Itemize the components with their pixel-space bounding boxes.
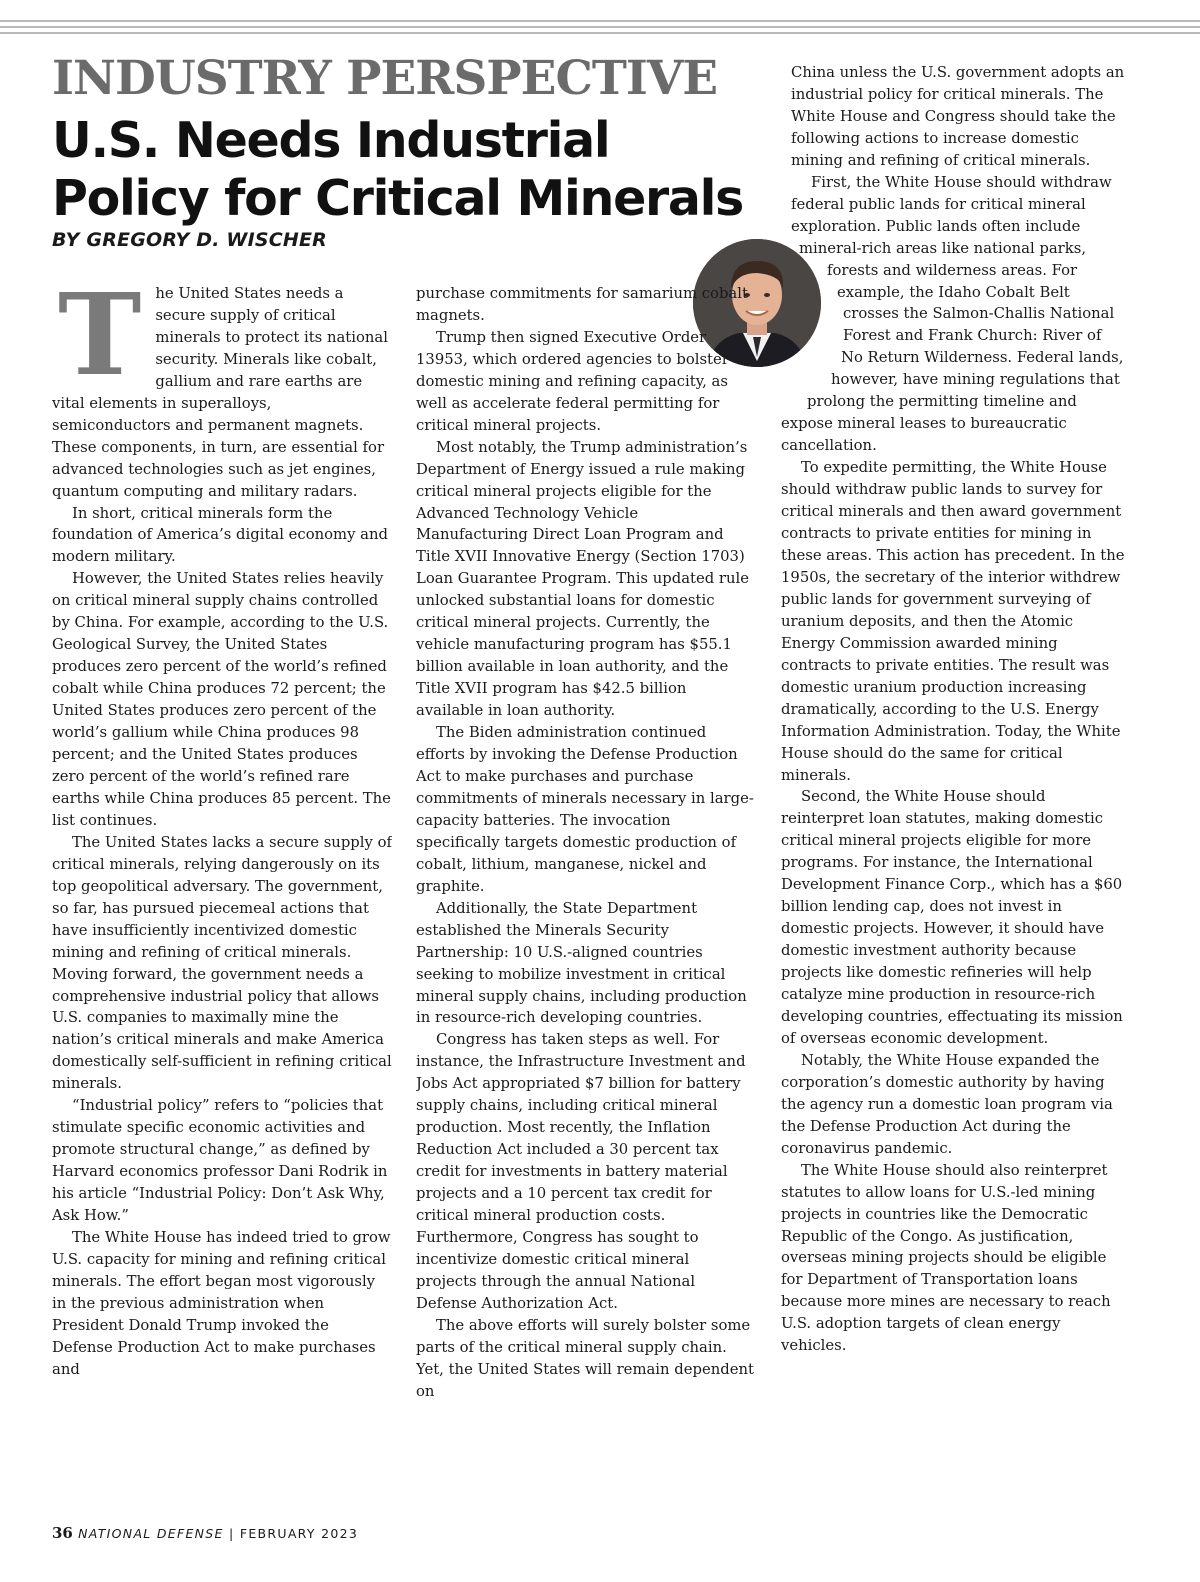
byline: BY GREGORY D. WISCHER — [52, 229, 327, 251]
issue-date: FEBRUARY 2023 — [239, 1526, 359, 1541]
section-kicker: INDUSTRY PERSPECTIVE — [52, 51, 718, 106]
paragraph: However, the United States relies heavily on critical mineral supply chains controlled by China. For example, according to the U.S. Geological Survey, the United States produces zero percent of the world’s refined cobalt while China produces 72 percent; the United States produces zero percent of the world’s gallium while China produces 98 percent; and the United States produces zero percent of the world’s refined rare earths while China produces 85 percent. The list continues. — [52, 570, 391, 829]
paragraph: purchase commitments for samarium cobalt magnets. — [416, 285, 748, 324]
paragraph: Notably, the White House expanded the corporation’s domestic authority by having the agency run a domestic loan program via the Defense Production Act during the coronavirus pandemic. — [781, 1051, 1113, 1157]
paragraph: Trump then signed Executive Order 13953, which ordered agencies to bolster domestic mining and refining capacity, as well as accelerate federal permitting for critical mineral projects. — [416, 328, 729, 434]
paragraph: The above efforts will surely bolster some parts of the critical mineral supply chain. Yet, the United States will remain dependent on — [416, 1316, 754, 1400]
top-rule — [0, 26, 1200, 28]
paragraph: To expedite permitting, the White House should withdraw public lands to survey for critical minerals and then award government contracts to private entities for mining in these areas. This action has precedent. In the 1950s, the secretary of the interior withdrew public lands for government surveying of uranium deposits, and then the Atomic Energy Commission awarded mining contracts to private entities. The result was domestic uranium production increasing dramatically, according to the U.S. Energy Information Administration. Today, the White House should do the same for critical minerals. — [781, 459, 1125, 784]
paragraph: he United States needs a secure supply of critical minerals to protect its national security. Minerals like cobalt, gallium and rare earths are vital elements in superalloys, semiconductors and permanent magnets. These components, in turn, are essential for advanced technologies such as jet engines, quantum computing and military radars. — [52, 285, 388, 500]
article-column-2 — [416, 283, 754, 1498]
magazine-name: NATIONAL DEFENSE — [78, 1526, 224, 1541]
paragraph: Congress has taken steps as well. For instance, the Infrastructure Investment and Jobs Act appropriated $7 billion for battery supply chains, including critical mineral production. Most recently, the Inflation Reduction Act included a 30 percent tax credit for investments in battery material projects and a 10 percent tax credit for critical mineral production costs. Furthermore, Congress has sought to incentivize domestic critical mineral projects through the annual National Defense Authorization Act. — [416, 1031, 746, 1312]
paragraph: Most notably, the Trump administration’s Department of Energy issued a rule making critical mineral projects eligible for the Advanced Technology Vehicle Manufacturing Direct Loan Program and Title XVII Innovative Energy (Section 1703) Loan Guarantee Program. This updated rule unlocked substantial loans for domestic critical mineral projects. Currently, the vehicle manufacturing program has $55.1 billion available in loan authority, and the Title XVII program has $42.5 billion available in loan authority. — [416, 438, 749, 720]
article-headline — [52, 112, 752, 228]
footer-separator: | — [229, 1526, 235, 1541]
paragraph: “Industrial policy” refers to “policies that stimulate specific economic activities and promote structural change,” as defined by Harvard economics professor Dani Rodrik in his article “Industrial Policy: Don’t Ask Why, Ask How.” — [52, 1097, 388, 1225]
paragraph: Additionally, the State Department established the Minerals Security Partnership: 10 U.S.-aligned countries seeking to mobilize investment in critical mineral supply chains, including production in resource-rich developing countries. — [416, 899, 747, 1027]
top-rule — [0, 20, 1200, 22]
paragraph: The United States lacks a secure supply of critical minerals, relying dangerously on its top geopolitical adversary. The government, so far, has pursued piecemeal actions that have insufficiently incentivized domestic mining and refining of critical minerals. Moving forward, the government needs a comprehensive industrial policy that allows U.S. companies to maximally mine the nation’s critical minerals and make America domestically self-sufficient in refining critical minerals. — [52, 833, 392, 1093]
paragraph: In short, critical minerals form the foundation of America’s digital economy and modern military. — [52, 504, 388, 566]
paragraph: The Biden administration continued efforts by invoking the Defense Production Act to make purchases and purchase commitments of minerals necessary in large-capacity batteries. The invocation specifically targets domestic production of cobalt, lithium, manganese, nickel and graphite. — [416, 724, 754, 895]
article-column-3 — [781, 62, 1125, 1498]
paragraph: The White House has indeed tried to grow U.S. capacity for mining and refining critical minerals. The effort began most vigorously in the previous administration when President Donald Trump invoked the Defense Production Act to make purchases and — [52, 1228, 391, 1378]
drop-cap: T — [58, 283, 142, 401]
paragraph: The White House should also reinterpret statutes to allow loans for U.S.-led mining projects in countries like the Democratic Republic of the Congo. As justification, overseas mining projects should be eligible for Department of Transportation loans because more mines are necessary to reach U.S. adoption targets of clean energy vehicles. — [781, 1161, 1111, 1355]
page-footer — [52, 1524, 358, 1542]
headline-line-2: Policy for Critical Minerals — [52, 170, 743, 227]
top-rule — [0, 32, 1200, 34]
paragraph: China unless the U.S. government adopts an industrial policy for critical minerals. The White House and Congress should take the following actions to increase domestic mining and refining of critical minerals. — [791, 64, 1125, 169]
paragraph: Second, the White House should reinterpret loan statutes, making domestic critical mineral projects eligible for more programs. For instance, the International Development Finance Corp., which has a $60 billion lending cap, does not invest in domestic projects. However, it should have domestic investment authority because projects like domestic refineries will help catalyze mine production in resource-rich developing countries, effectuating its mission of overseas economic development. — [781, 788, 1123, 1047]
paragraph: First, the White House should withdraw federal public lands for critical mineral exploration. Public lands often include mineral-rich areas like national parks, forests and wilderness areas. For example, the Idaho Cobalt Belt crosses the Salmon-Challis National Forest and Frank Church: River of No Return Wilderness. Federal lands, however, have mining regulations that prolong the permitting timeline and expose mineral leases to bureaucratic cancellation. — [781, 173, 1124, 455]
article-column-1 — [52, 283, 392, 1498]
headline-line-1: U.S. Needs Industrial — [52, 112, 610, 169]
page-number: 36 — [52, 1524, 73, 1542]
